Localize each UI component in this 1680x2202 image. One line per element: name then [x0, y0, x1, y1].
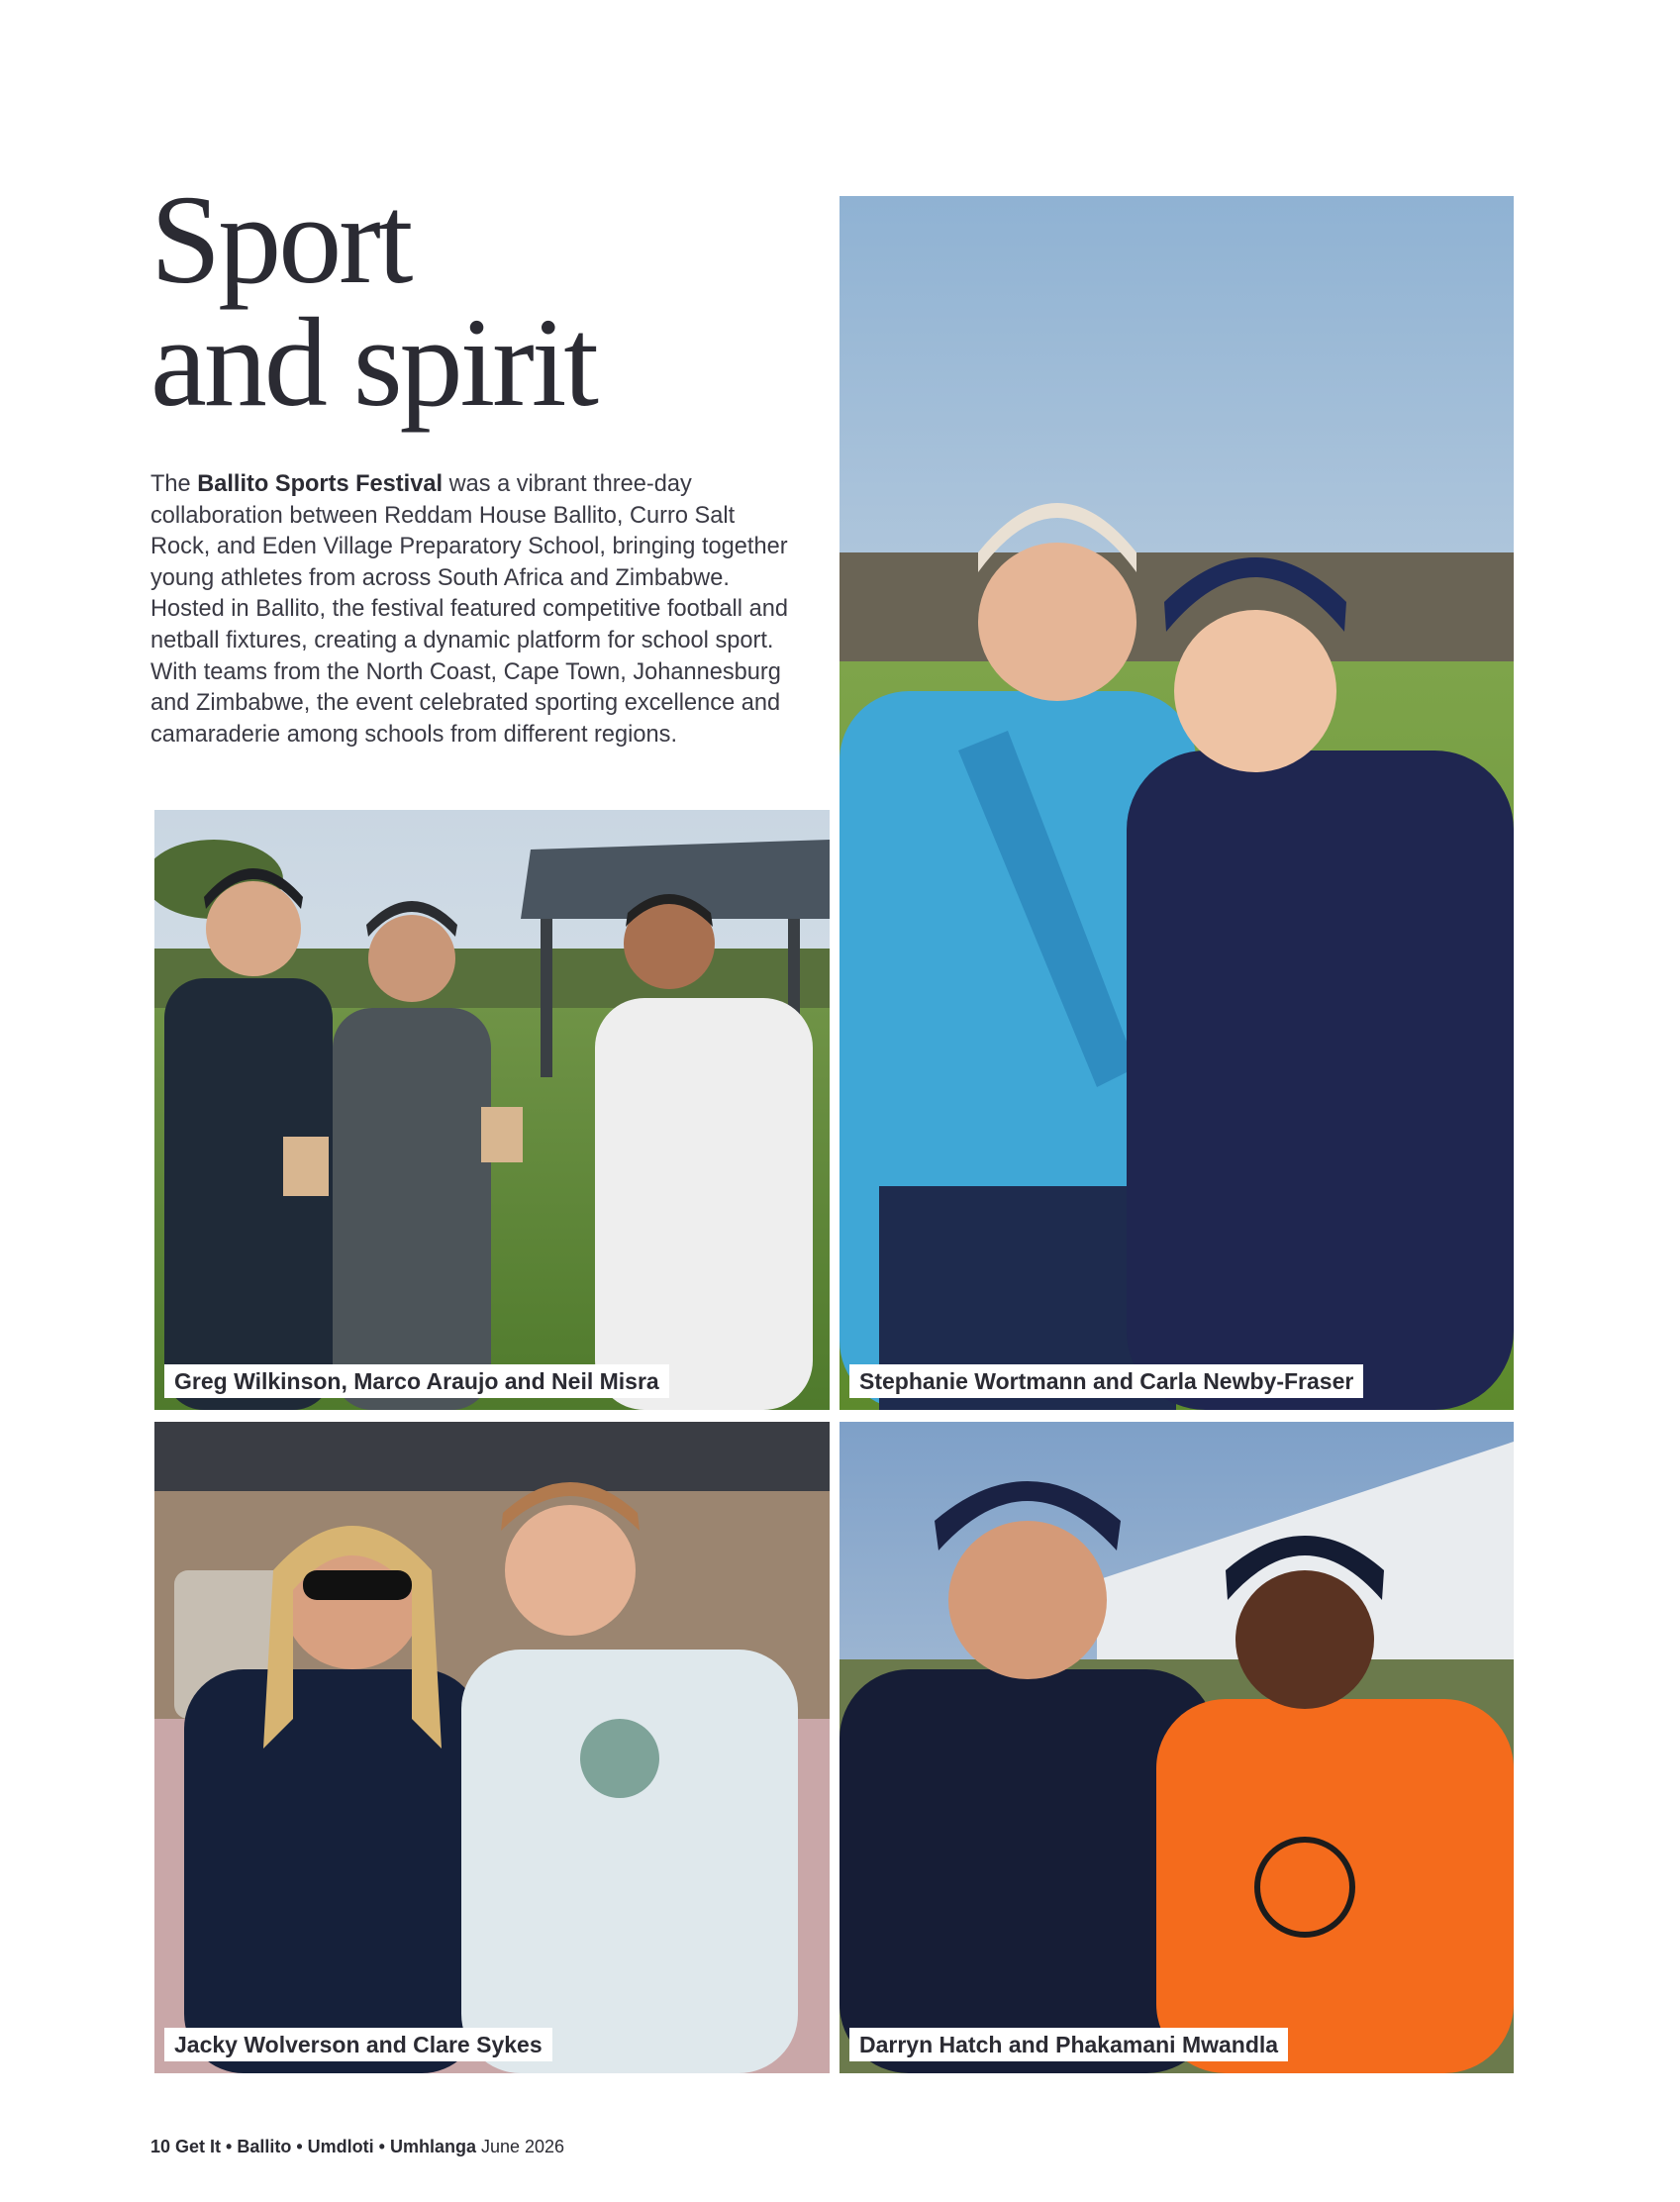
intro-paragraph: [150, 469, 794, 751]
festival-name: Ballito Sports Festival: [197, 471, 444, 497]
intro-body: was a vibrant three-day collaboration between Reddam House Ballito, Curro Salt Rock, and Eden Village Preparatory School, bringing together young athletes from across South Africa and Zimbabwe. Hosted in Ballito, the festival featured competitive football and netball fixtures, creating a dynamic platform for school sport. With teams from the North Coast, Cape Town, Johannesburg and Zimbabwe, the event celebrated sporting excellence and camaraderie among schools from different regions.: [150, 471, 788, 748]
issue-date: June 2026: [480, 2137, 565, 2156]
photo-group-men: [154, 810, 830, 1410]
photo-caption: Darryn Hatch and Phakamani Mwandla: [849, 2028, 1288, 2061]
photo-darryn-phakamani: [840, 1422, 1514, 2073]
photo-men-duo-image: [840, 1422, 1514, 2073]
article-title: [150, 169, 596, 433]
photo-caption: Greg Wilkinson, Marco Araujo and Neil Misra: [164, 1364, 669, 1398]
photo-stephanie-carla: [840, 196, 1514, 1410]
photo-stall-image: [154, 1422, 830, 2073]
photo-caption: Jacky Wolverson and Clare Sykes: [164, 2028, 552, 2061]
title-line-1: Sport: [150, 169, 411, 310]
page-footer: [150, 2137, 564, 2157]
photo-jacky-clare: [154, 1422, 830, 2073]
page-number: 10: [150, 2137, 171, 2156]
photo-men-image: [154, 810, 830, 1410]
photo-women-image: [840, 196, 1514, 1410]
intro-lead: The: [150, 471, 198, 497]
photo-caption: Stephanie Wortmann and Carla Newby-Fraser: [849, 1364, 1363, 1398]
title-line-2: and spirit: [150, 292, 596, 433]
publication-name: Get It • Ballito • Umdloti • Umhlanga: [175, 2137, 476, 2156]
